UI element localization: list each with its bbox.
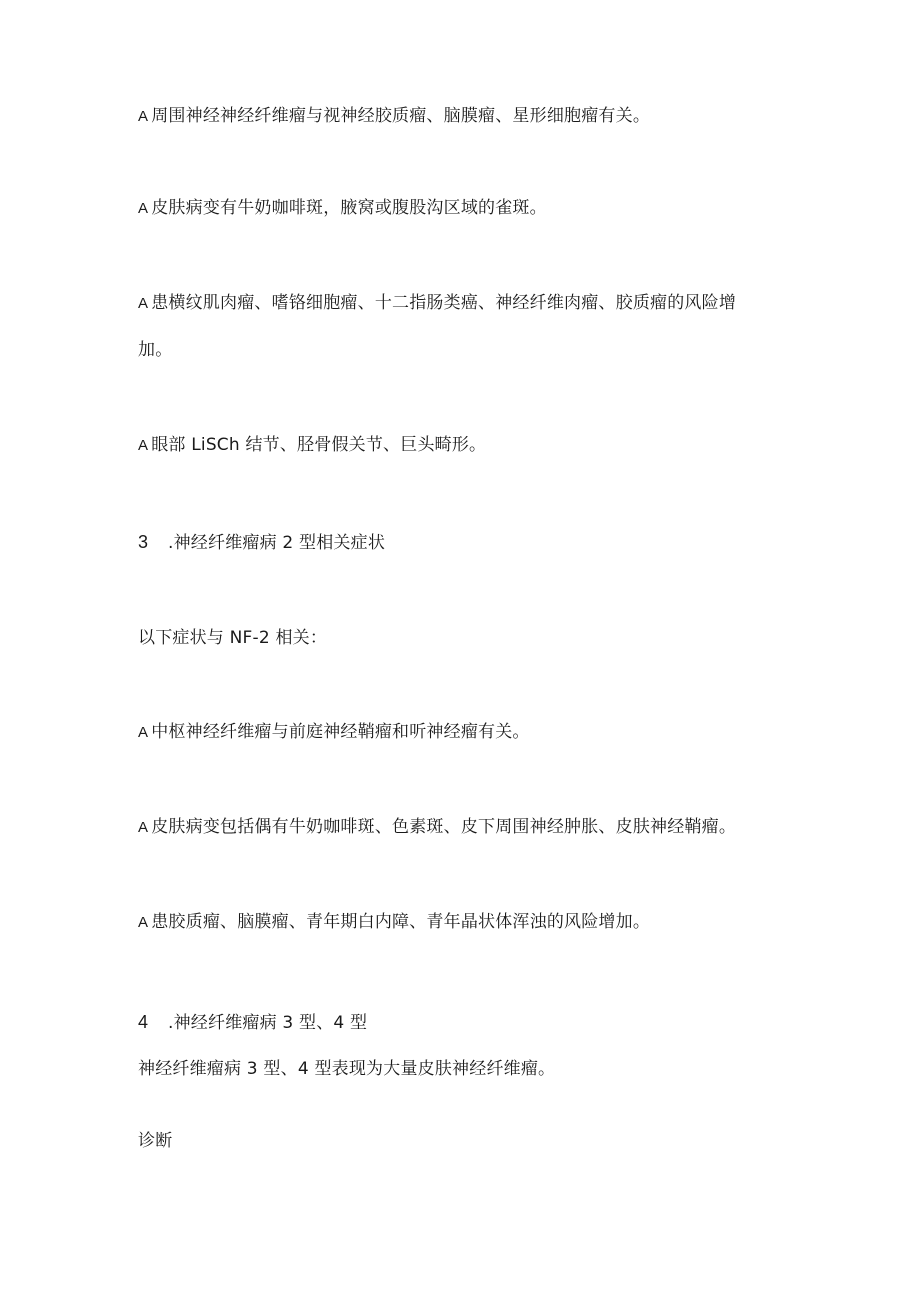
bullet-marker: A <box>138 108 149 125</box>
bullet-marker: A <box>138 914 149 931</box>
bullet-item-skin-lesions-1 <box>138 196 798 221</box>
bullet-item-peripheral-nf <box>138 104 798 129</box>
paragraph-text: 神经纤维瘤病 3 型、4 型表现为大量皮肤神经纤维瘤。 <box>138 1059 556 1079</box>
bullet-item-tumor-risk-2 <box>138 910 798 935</box>
bullet-text-continued: 加。 <box>138 340 173 360</box>
bullet-text: 中枢神经纤维瘤与前庭神经鞘瘤和听神经瘤有关。 <box>151 722 530 742</box>
bullet-text: 皮肤病变包括偶有牛奶咖啡斑、色素斑、皮下周围神经肿胀、皮肤神经鞘瘤。 <box>151 817 737 837</box>
section-title: .神经纤维瘤病 3 型、4 型 <box>168 1013 368 1033</box>
paragraph-nf3-nf4 <box>138 1057 798 1081</box>
section-number: 3 <box>138 532 149 552</box>
section-heading-4 <box>138 1010 798 1035</box>
bullet-item-skin-lesions-2 <box>138 815 798 840</box>
bullet-marker: A <box>138 819 149 836</box>
bullet-text: 眼部 LiSCh 结节、胫骨假关节、巨头畸形。 <box>151 435 487 455</box>
bullet-item-tumor-risk-1 <box>138 291 798 316</box>
intro-paragraph-nf2 <box>138 626 798 650</box>
bullet-text: 患胶质瘤、脑膜瘤、青年期白内障、青年晶状体浑浊的风险增加。 <box>151 912 651 932</box>
heading-text: 诊断 <box>138 1131 173 1151</box>
bullet-marker: A <box>138 200 149 217</box>
bullet-text: 皮肤病变有牛奶咖啡斑，腋窝或腹股沟区域的雀斑。 <box>151 198 547 218</box>
bullet-marker: A <box>138 295 149 312</box>
bullet-marker: A <box>138 724 149 741</box>
section-number: 4 <box>138 1012 149 1032</box>
section-title: .神经纤维瘤病 2 型相关症状 <box>168 533 386 553</box>
bullet-text: 周围神经神经纤维瘤与视神经胶质瘤、脑膜瘤、星形细胞瘤有关。 <box>151 106 651 126</box>
paragraph-text: 以下症状与 NF-2 相关： <box>138 628 328 648</box>
bullet-item-tumor-risk-1-continuation <box>138 338 798 362</box>
bullet-item-central-nf <box>138 720 798 745</box>
section-heading-3 <box>138 530 798 555</box>
bullet-marker: A <box>138 437 149 454</box>
bullet-item-eye-lisch <box>138 433 798 458</box>
bullet-text: 患横纹肌肉瘤、嗜铬细胞瘤、十二指肠类癌、神经纤维肉瘤、胶质瘤的风险增 <box>151 293 737 313</box>
heading-diagnosis <box>138 1129 798 1153</box>
